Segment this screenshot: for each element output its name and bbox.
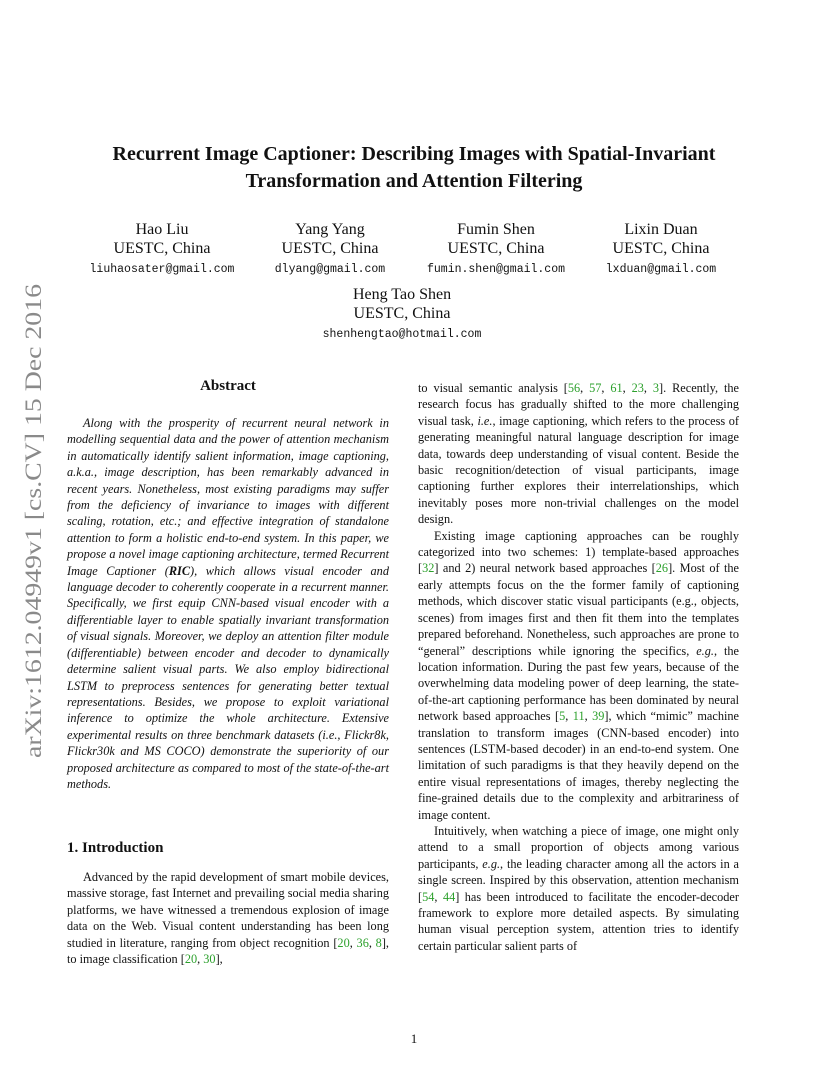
citation-link[interactable]: 32	[422, 561, 435, 576]
author-name: Hao Liu	[135, 221, 189, 238]
text-run-italic: e.g.	[696, 643, 714, 658]
text-run: Existing image captioning approaches can be roughly categorized into two schemes: 1) template-based approaches [	[418, 528, 739, 576]
author-email: dlyang@gmail.com	[274, 263, 386, 276]
citation-link[interactable]: 61	[610, 381, 623, 395]
abstract-text-run: Along with the prosperity of recurrent neural network in modelling sequential data and the power of attention mechanism in automatically identify salient information, image captioning, a.k.a., image description, has been remarkably advanced in recent years. Nonetheless, most existing paradigms may suffer from the deficiency of invariance to images with different scaling, rotation, etc.; and effective integration of standalone attention to form a holistic end-to-end system. In this paper, we propose a novel image captioning architecture, termed Recurrent Image Captioner (	[67, 416, 389, 578]
citation-link[interactable]: 20	[184, 952, 198, 967]
author-email: lxduan@gmail.com	[605, 263, 717, 276]
citation-link[interactable]: 20	[337, 935, 350, 950]
citation-link[interactable]: 44	[442, 889, 456, 904]
citation-link[interactable]: 57	[589, 381, 602, 395]
page-number: 1	[410, 1031, 418, 1046]
abstract-text	[67, 415, 389, 792]
author-email: shenhengtao@hotmail.com	[322, 328, 482, 341]
body-paragraph: to visual semantic analysis [56, 57, 61, 23, 3]. Recently, the research focus has gradually shifted to the more challenging visual task, i.e., image captioning, which refers to the process of generating meaningful natural language description for image data, towards deep understanding of visual content. Beside the basic recognition/detection of visual participants, image captioning further explores their interrelationships, which inevitably poses more non-trivial challenges on the model design.	[418, 381, 739, 527]
citation-link[interactable]: 26	[655, 561, 669, 576]
author-affiliation: UESTC, China	[353, 305, 451, 322]
section-heading-introduction: 1. Introduction	[67, 840, 164, 856]
abstract-model-name: RIC	[168, 563, 191, 578]
text-run-italic: e.g.	[482, 856, 501, 871]
title-line-1: Recurrent Image Captioner: Describing Images with Spatial-Invariant	[112, 143, 716, 165]
text-run: ],	[215, 952, 223, 967]
text-run: ] and 2) neural network based approaches [	[434, 561, 656, 576]
author-affiliation: UESTC, China	[447, 240, 545, 257]
author-block	[302, 285, 502, 343]
citation-link[interactable]: 39	[592, 709, 605, 724]
text-run: Intuitively, when watching a piece of image, one might only attend to a small proportion of objects among various participants,	[418, 823, 739, 871]
arxiv-identifier-text: arXiv:1612.04949v1 [cs.CV] 15 Dec 2016	[21, 365, 46, 758]
text-run: , image captioning, which refers to the process of generating meaningful natural language description for image data, towards deep understanding of visual content. Beside the basic recognition/detection of visual participants, image captioning further explores their interrelationships, which inevitably poses more non-trivial challenges on the model design.	[418, 413, 739, 527]
abstract-heading: Abstract	[200, 378, 256, 394]
right-column	[418, 380, 739, 954]
citation-link[interactable]: 5	[559, 709, 566, 724]
citation-link[interactable]: 54	[422, 889, 435, 904]
author-block	[561, 220, 761, 278]
intro-left-column	[67, 869, 389, 967]
text-run: to visual semantic analysis [	[418, 381, 568, 395]
text-run-italic: i.e.	[477, 413, 493, 428]
text-run: ] has been introduced to facilitate the encoder-decoder framework to explore more detailed aspects. By simulating human visual perception system, attention tries to identify certain particular salient parts of	[418, 889, 739, 953]
citation-link[interactable]: 23	[631, 381, 644, 395]
citation-link[interactable]: 8	[375, 935, 382, 950]
author-name: Yang Yang	[295, 221, 365, 238]
body-paragraph: Intuitively, when watching a piece of image, one might only attend to a small proportion of objects among various participants, e.g., the leading character among all the actors in a single screen. Inspired by this observation, attention mechanism [54, 44] has been introduced to facilitate the encoder-decoder framework to explore more detailed aspects. By simulating human visual perception system, attention tries to identify certain particular salient parts of	[418, 823, 740, 953]
author-email: fumin.shen@gmail.com	[426, 263, 566, 276]
author-affiliation: UESTC, China	[113, 240, 211, 257]
paper-title	[80, 141, 748, 195]
body-paragraph: Existing image captioning approaches can be roughly categorized into two schemes: 1) template-based approaches [32] and 2) neural network based approaches [26]. Most of the early attempts focus on the the former family of captioning methods, which discover static visual participants (e.g., objects, scenes) from images first and then fit them into the templates prepared beforehand. Nonetheless, such approaches are prone to “general” descriptions while ignoring the specifics, e.g., the location information. During the past few years, because of the overwhelming data modeling power of deep learning, the state-of-the-art captioning performance has been dominated by neural network based approaches [5, 11, 39], which “mimic” machine translation to transform images (CNN-based encoder) into sentences (LSTM-based decoder) in an end-to-end system. One limitation of such paradigms is that they heavily depend on the entire visual representations of images, thereby neglecting the fine-grained details due to the complexity and arbitrariness of image content.	[418, 528, 740, 822]
arxiv-identifier-stamp	[14, 280, 50, 770]
text-run: ]. Most of the early attempts focus on the the former family of captioning methods, which discover static visual participants (e.g., objects, scenes) from images first and then fit them into the templates prepared beforehand. Nonetheless, such approaches are prone to “general” descriptions while ignoring the specifics,	[418, 561, 739, 658]
text-run: ]. Recently, the research focus has gradually shifted to the more challenging visual task,	[418, 381, 739, 428]
title-line-2: Transformation and Attention Filtering	[245, 170, 583, 192]
text-run: Advanced by the rapid development of smart mobile devices, massive storage, fast Internet and prevailing social media sharing platforms, we have witnessed a tremendous explosion of image data on the Web. Visual content understanding has been long studied in literature, ranging from object recognition [	[67, 870, 389, 950]
citation-link[interactable]: 56	[567, 381, 581, 395]
author-name: Fumin Shen	[457, 221, 535, 238]
citation-link[interactable]: 36	[356, 935, 369, 950]
text-run: ], which “mimic” machine translation to transform images (CNN-based encoder) into sentences (LSTM-based decoder) in an end-to-end system. One limitation of such paradigms is that they heavily depend on the entire visual representations of images, thereby neglecting the fine-grained details due to the complexity and arbitrariness of image content.	[418, 709, 739, 822]
citation-link[interactable]: 30	[203, 952, 216, 967]
abstract-text-run: ), which allows visual encoder and language decoder to coherently cooperate in a recurrent manner. Specifically, we first equip CNN-based visual encoder with a differentiable layer to enable spatially invariant transformation of visual signals. Moreover, we deploy an attention filter module (differentiable) between encoder and decoder to dynamically determine salient visual parts. We also employ bidirectional LSTM to preprocess sentences for generating better textual representations. Besides, we propose to exploit variational inference to optimize the whole architecture. Extensive experimental results on three benchmark datasets (i.e., Flickr8k, Flickr30k and MS COCO) demonstrate the superiority of our proposed architecture as compared to most of the state-of-the-art methods.	[67, 563, 389, 791]
author-name: Heng Tao Shen	[352, 286, 452, 303]
author-name: Lixin Duan	[624, 221, 698, 238]
text-run: , the location information. During the past few years, because of the overwhelming data modeling power of deep learning, the state-of-the-art captioning performance has been dominated by neural network based approaches [	[418, 643, 740, 724]
citation-link[interactable]: 11	[572, 709, 585, 724]
author-email: liuhaosater@gmail.com	[89, 263, 235, 276]
author-affiliation: UESTC, China	[612, 240, 710, 257]
abstract-paragraph	[67, 415, 389, 792]
body-paragraph: Advanced by the rapid development of smart mobile devices, massive storage, fast Internet and prevailing social media sharing platforms, we have witnessed a tremendous explosion of image data on the Web. Visual content understanding has been long studied in literature, ranging from object recognition [20, 36, 8], to image classification [20, 30],	[67, 870, 389, 967]
text-run: ], to image classification [	[67, 935, 389, 967]
text-run: , the leading character among all the actors in a single screen. Inspired by this observation, attention mechanism [	[418, 856, 740, 904]
citation-link[interactable]: 3	[652, 381, 660, 395]
author-affiliation: UESTC, China	[281, 240, 379, 257]
